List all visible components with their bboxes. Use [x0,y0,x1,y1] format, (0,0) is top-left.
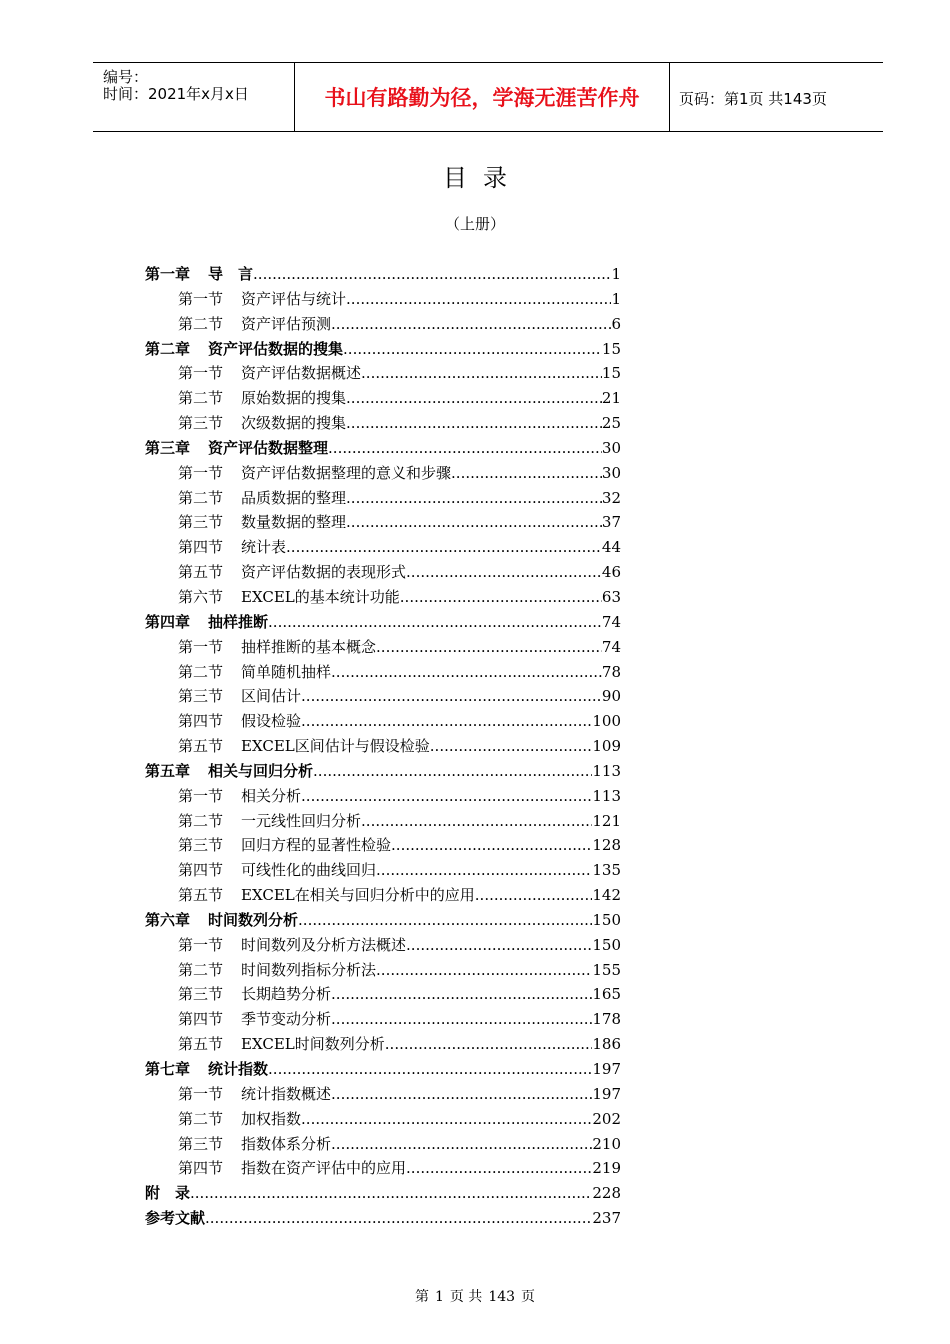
toc-entry-title: EXCEL的基本统计功能 [241,587,400,606]
toc-entry-title: 时间数列及分析方法概述 [241,935,407,954]
toc-entry-label [145,610,268,635]
toc-section-entry[interactable] [145,1007,621,1032]
toc-entry-number: 第一节 [178,637,224,656]
toc-leader-dots [361,361,602,386]
toc-leader-dots [331,312,611,337]
toc-section-entry[interactable] [145,1156,621,1181]
toc-entry-number: 第五节 [178,1035,224,1054]
toc-entry-title: EXCEL时间数列分析 [241,1035,385,1054]
toc-entry-label [145,1181,190,1206]
toc-entry-title: 统计指数概述 [241,1084,332,1103]
toc-entry-page: 30 [601,463,621,482]
toc-entry-page: 74 [601,612,621,631]
toc-entry-title: 次级数据的搜集 [241,414,347,433]
toc-entry-number: 第一章 [145,265,191,283]
toc-entry-label [178,461,451,486]
toc-leader-dots [406,1156,592,1181]
toc-entry-number: 第四节 [178,538,224,557]
toc-entry-title: 加权指数 [241,1109,302,1128]
toc-entry-page: 135 [592,861,621,880]
toc-entry-number: 第六章 [145,910,191,929]
toc-section-entry[interactable] [145,1132,621,1157]
toc-leader-dots [190,1181,592,1206]
toc-entry-title: 参考文献 [145,1209,206,1228]
toc-entry-label [145,337,343,362]
toc-entry-page: 37 [601,513,621,532]
toc-section-entry[interactable] [145,386,621,411]
toc-chapter-entry[interactable] [145,908,621,933]
toc-leader-dots [346,411,602,436]
toc-section-entry[interactable] [145,1032,621,1057]
toc-entry-number: 第五节 [178,563,224,582]
toc-entry-label [178,958,376,983]
toc-entry-label [178,1007,331,1032]
toc-entry-page: 21 [601,389,621,408]
toc-entry-label [178,982,331,1007]
toc-entry-title: 一元线性回归分析 [241,811,362,830]
toc-entry-number: 第一节 [178,786,224,805]
toc-entry-title: 相关分析 [241,786,302,805]
toc-chapter-entry[interactable] [145,759,621,784]
toc-entry-label [178,560,406,585]
toc-leader-dots [331,982,592,1007]
toc-entry-title: 资产评估数据概述 [241,364,362,383]
toc-entry-number: 第六节 [178,587,224,606]
toc-entry-title: 抽样推断的基本概念 [241,637,377,656]
toc-entry-page: 44 [601,538,621,557]
toc-section-entry[interactable] [145,933,621,958]
toc-entry-page: 155 [592,960,621,979]
toc-entry-title: 统计指数 [208,1060,269,1078]
toc-entry-number: 第三章 [145,438,191,457]
header-motto: 书山有路勤为径，学海无涯苦作舟 [324,86,640,110]
footer-prefix: 第 [414,1289,429,1305]
toc-entry-page: 6 [611,314,621,333]
toc-entry-number: 第一节 [178,935,224,954]
header-page-info: 页码：第1页 共143页 [679,90,827,108]
toc-entry-label [178,1132,331,1157]
toc-entry-number: 第一节 [178,364,224,383]
toc-entry-title: 附 录 [145,1184,191,1203]
toc-section-entry[interactable] [145,1107,621,1132]
toc-entry-label [178,510,346,535]
toc-entry-page: 237 [592,1209,621,1228]
toc-entry-title: 指数体系分析 [241,1134,332,1153]
toc-entry-title: 相关与回归分析 [208,761,314,780]
toc-title: 目录 [443,164,523,192]
toc-entry-number: 第七章 [145,1060,191,1078]
toc-entry-page: 74 [601,637,621,656]
toc-entry-title: 数量数据的整理 [241,513,347,532]
toc-section-entry[interactable] [145,1082,621,1107]
toc-entry-page: 15 [601,339,621,358]
toc-section-entry[interactable] [145,809,621,834]
toc-leader-dots [406,933,592,958]
toc-entry-number: 第三节 [178,1134,224,1153]
toc-leader-dots [406,560,602,585]
toc-entry-number: 第二节 [178,314,224,333]
toc-entry-label [178,411,346,436]
toc-entry-page: 150 [592,935,621,954]
document-time-label: 时间：2021年x月x日 [103,85,249,103]
toc-entry-page: 202 [592,1109,621,1128]
toc-entry-title: 时间数列分析 [208,910,299,929]
table-of-contents [145,262,621,1231]
toc-section-entry[interactable] [145,734,621,759]
toc-entry-title: EXCEL在相关与回归分析中的应用 [241,886,475,905]
toc-leader-dots [328,436,602,461]
toc-entry-page: 90 [601,687,621,706]
toc-entry-page: 25 [601,414,621,433]
toc-entry-label [178,784,301,809]
document-number-label: 编号： [103,68,149,86]
toc-leader-dots [286,535,602,560]
footer-current-page: 1 [434,1289,444,1305]
toc-entry-title: 资产评估预测 [241,314,332,333]
toc-entry-title: 资产评估数据的搜集 [208,339,344,358]
toc-section-entry[interactable] [145,287,621,312]
toc-entry-label [145,262,253,287]
toc-entry-number: 第四节 [178,1159,224,1178]
toc-entry-label [178,933,406,958]
toc-entry-number: 第三节 [178,836,224,855]
footer-total-pages: 143 [488,1289,516,1305]
toc-entry-title: 统计表 [241,538,287,557]
toc-entry-page: 100 [592,712,621,731]
toc-leader-dots [346,486,602,511]
toc-leader-dots [361,809,592,834]
toc-entry-title: 资产评估数据整理 [208,438,329,457]
toc-section-entry[interactable] [145,411,621,436]
toc-entry-label [178,1082,331,1107]
toc-entry-page: 178 [592,1010,621,1029]
toc-section-entry[interactable] [145,535,621,560]
toc-entry-title: 品质数据的整理 [241,488,347,507]
toc-section-entry[interactable] [145,833,621,858]
toc-entry-number: 第三节 [178,513,224,532]
toc-leader-dots [331,1007,592,1032]
toc-entry-page: 30 [601,438,621,457]
toc-entry-number: 第五节 [178,886,224,905]
toc-entry-number: 第二节 [178,389,224,408]
toc-entry-page: 210 [592,1134,621,1153]
toc-leader-dots [391,833,592,858]
toc-section-entry[interactable] [145,958,621,983]
toc-entry-title: 简单随机抽样 [241,662,332,681]
toc-entry-title: 可线性化的曲线回归 [241,861,377,880]
toc-section-entry[interactable] [145,635,621,660]
toc-entry-label [178,858,376,883]
footer-mid: 页 共 [449,1289,483,1305]
toc-entry-title: 原始数据的搜集 [241,389,347,408]
toc-entry-page: 78 [601,662,621,681]
toc-entry-page: 142 [592,886,621,905]
toc-entry-page: 219 [592,1159,621,1178]
toc-entry-label [178,833,391,858]
toc-entry-number: 第五节 [178,737,224,756]
toc-chapter-entry[interactable] [145,337,621,362]
toc-leader-dots [376,958,592,983]
toc-entry-page: 197 [592,1084,621,1103]
header-page-cell [669,63,883,131]
toc-entry-title: 指数在资产评估中的应用 [241,1159,407,1178]
toc-entry-title: EXCEL区间估计与假设检验 [241,737,430,756]
toc-entry-number: 第四节 [178,712,224,731]
toc-entry-number: 第三节 [178,985,224,1004]
toc-entry-label [178,883,475,908]
toc-section-entry[interactable] [145,858,621,883]
header-motto-cell [294,63,670,131]
toc-section-entry[interactable] [145,784,621,809]
toc-entry-page: 128 [592,836,621,855]
toc-section-entry[interactable] [145,486,621,511]
toc-entry-page: 63 [601,587,621,606]
toc-entry-number: 第四节 [178,1010,224,1029]
toc-chapter-entry[interactable] [145,436,621,461]
toc-entry-label [178,361,361,386]
toc-chapter-entry[interactable] [145,1181,621,1206]
toc-leader-dots [301,684,602,709]
page-header [93,62,883,132]
toc-entry-label [178,535,286,560]
toc-section-entry[interactable] [145,560,621,585]
toc-leader-dots [400,585,602,610]
toc-entry-number: 第四节 [178,861,224,880]
toc-entry-title: 时间数列指标分析法 [241,960,377,979]
toc-entry-page: 1 [611,289,621,308]
toc-leader-dots [205,1206,592,1231]
toc-section-entry[interactable] [145,461,621,486]
toc-leader-dots [376,858,592,883]
toc-chapter-entry[interactable] [145,1206,621,1231]
page-footer [0,1287,950,1307]
toc-entry-title: 区间估计 [241,687,302,706]
toc-leader-dots [301,709,592,734]
toc-entry-label [178,709,301,734]
toc-entry-label [178,635,376,660]
toc-section-entry[interactable] [145,684,621,709]
toc-entry-number: 第五章 [145,761,191,780]
toc-entry-label [145,1057,268,1082]
toc-section-entry[interactable] [145,585,621,610]
toc-leader-dots [268,610,602,635]
toc-entry-title: 导 言 [208,265,254,283]
toc-entry-title: 回归方程的显著性检验 [241,836,392,855]
toc-entry-number: 第二节 [178,662,224,681]
toc-entry-number: 第一节 [178,1084,224,1103]
toc-entry-number: 第三节 [178,414,224,433]
toc-entry-page: 113 [592,786,621,805]
toc-entry-page: 228 [592,1184,621,1203]
toc-section-entry[interactable] [145,361,621,386]
toc-entry-label [178,660,331,685]
toc-leader-dots [301,784,592,809]
toc-chapter-entry[interactable] [145,1057,621,1082]
toc-entry-page: 150 [592,910,621,929]
toc-entry-label [178,312,331,337]
toc-entry-title: 季节变动分析 [241,1010,332,1029]
toc-section-entry[interactable] [145,883,621,908]
toc-leader-dots [451,461,602,486]
toc-entry-number: 第二节 [178,960,224,979]
footer-suffix: 页 [521,1289,536,1305]
toc-section-entry[interactable] [145,312,621,337]
toc-entry-page: 197 [592,1060,621,1078]
toc-entry-number: 第四章 [145,612,191,631]
toc-subtitle: （上册） [444,215,505,233]
toc-entry-label [178,684,301,709]
toc-entry-page: 186 [592,1035,621,1054]
header-meta-cell [93,63,294,131]
toc-entry-page: 32 [601,488,621,507]
toc-leader-dots [298,908,592,933]
toc-leader-dots [313,759,592,784]
toc-entry-label [178,1156,406,1181]
toc-leader-dots [268,1057,592,1082]
toc-entry-title: 抽样推断 [208,612,269,631]
toc-entry-page: 46 [601,563,621,582]
toc-leader-dots [475,883,593,908]
toc-chapter-entry[interactable] [145,262,621,287]
toc-entry-number: 第二章 [145,339,191,358]
toc-leader-dots [430,734,593,759]
toc-entry-page: 121 [592,811,621,830]
toc-entry-label [178,809,361,834]
toc-entry-label [178,734,430,759]
toc-leader-dots [346,386,602,411]
toc-entry-number: 第一节 [178,289,224,308]
toc-leader-dots [346,287,611,312]
toc-entry-title: 长期趋势分析 [241,985,332,1004]
toc-entry-number: 第二节 [178,811,224,830]
toc-entry-page: 113 [592,761,621,780]
toc-leader-dots [301,1107,592,1132]
toc-entry-label [178,585,400,610]
toc-entry-label [145,436,328,461]
toc-entry-label [145,908,298,933]
toc-entry-label [178,386,346,411]
toc-entry-number: 第一节 [178,463,224,482]
toc-entry-title: 资产评估与统计 [241,289,347,308]
toc-entry-page: 165 [592,985,621,1004]
toc-entry-label [178,1032,385,1057]
toc-entry-label [178,1107,301,1132]
toc-section-entry[interactable] [145,709,621,734]
toc-entry-page: 109 [592,737,621,756]
toc-entry-label [145,759,313,784]
toc-entry-number: 第二节 [178,1109,224,1128]
toc-entry-label [145,1206,205,1231]
toc-entry-title: 资产评估数据的表现形式 [241,563,407,582]
toc-entry-page: 1 [611,265,621,283]
toc-section-entry[interactable] [145,510,621,535]
toc-entry-number: 第二节 [178,488,224,507]
toc-leader-dots [376,635,602,660]
toc-leader-dots [343,337,602,362]
toc-leader-dots [331,660,602,685]
toc-leader-dots [385,1032,593,1057]
toc-leader-dots [331,1082,592,1107]
toc-entry-title: 假设检验 [241,712,302,731]
toc-chapter-entry[interactable] [145,610,621,635]
toc-section-entry[interactable] [145,982,621,1007]
toc-section-entry[interactable] [145,660,621,685]
toc-entry-title: 资产评估数据整理的意义和步骤 [241,463,452,482]
toc-entry-label [178,287,346,312]
toc-leader-dots [346,510,602,535]
toc-entry-label [178,486,346,511]
toc-entry-number: 第三节 [178,687,224,706]
toc-leader-dots [331,1132,592,1157]
toc-leader-dots [253,262,611,287]
toc-entry-page: 15 [601,364,621,383]
